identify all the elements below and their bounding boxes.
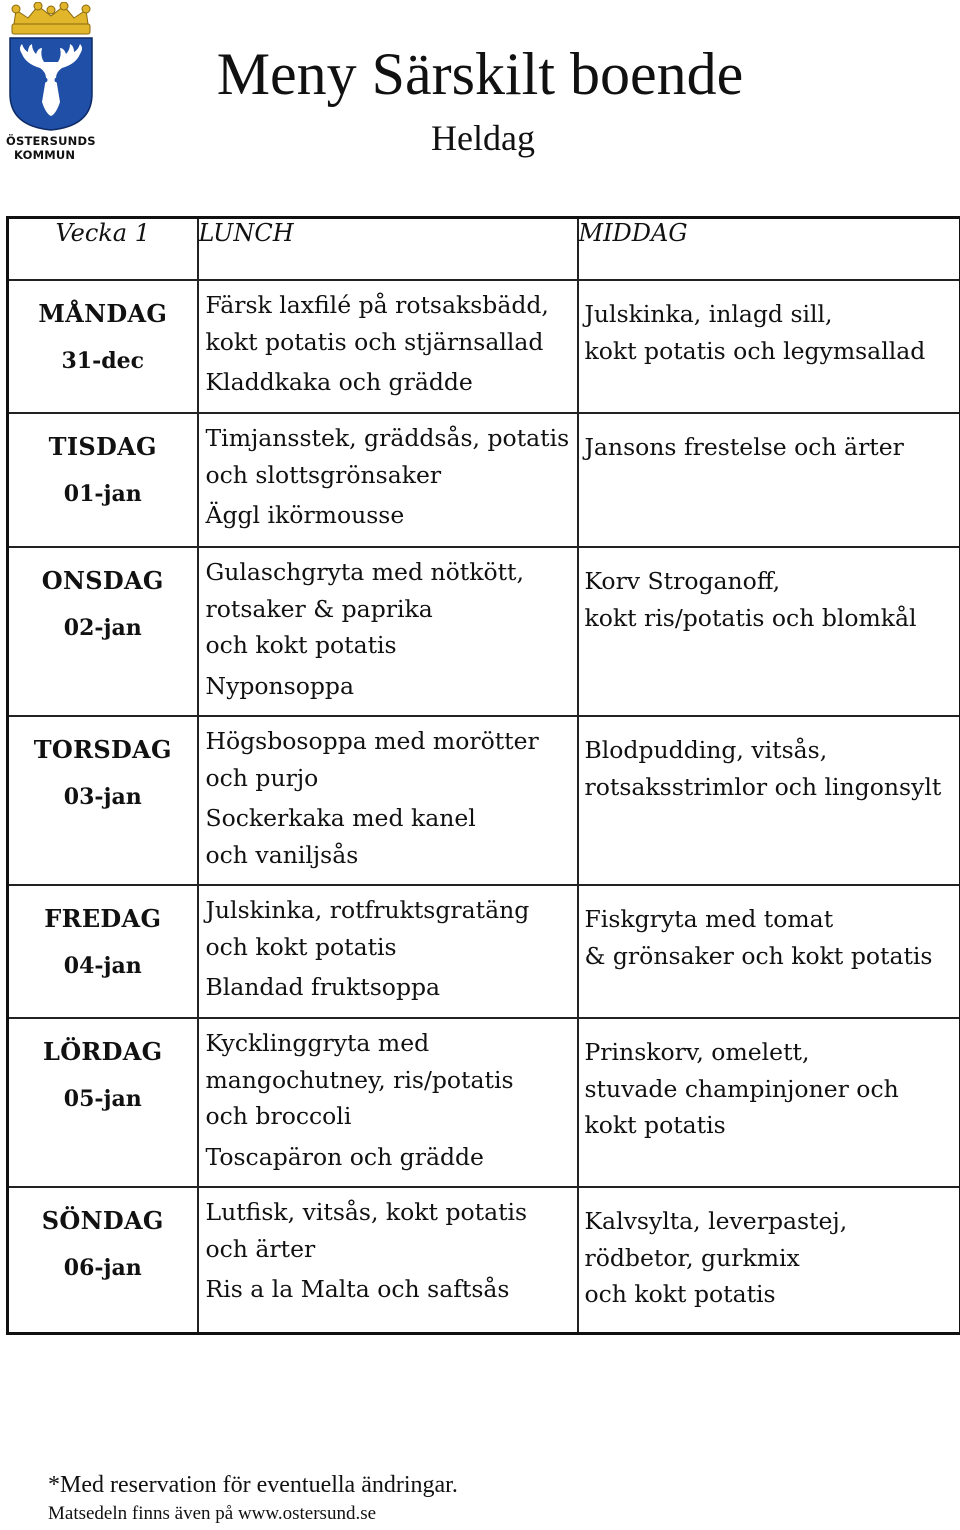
day-name: FREDAG — [44, 904, 162, 933]
column-header-lunch: LUNCH — [198, 218, 578, 281]
day-name: MÅNDAG — [38, 299, 168, 328]
column-header-dinner: MIDDAG — [578, 218, 960, 281]
lunch-dish: Gulaschgryta med nötkött, rotsaker & paprika och kokt potatis — [205, 558, 524, 659]
dinner-dish: Julskinka, inlagd sill, kokt potatis och legymsallad — [584, 300, 926, 365]
day-date: 05-jan — [63, 1086, 142, 1112]
lunch-dessert: Toscapäron och grädde — [205, 1142, 484, 1171]
day-name: ONSDAG — [41, 566, 164, 595]
dinner-dish: Fiskgryta med tomat & grönsaker och kokt potatis — [584, 905, 933, 970]
day-name: TISDAG — [48, 432, 157, 461]
lunch-dish: Timjansstek, gräddsås, potatis och slottsgrönsaker — [205, 424, 570, 489]
table-row — [8, 1018, 960, 1187]
lunch-dessert: Blandad fruktsoppa — [205, 973, 441, 1001]
day-date: 03-jan — [63, 784, 142, 810]
lunch-cell — [198, 280, 578, 413]
dinner-dish: Jansons frestelse och ärter — [584, 433, 904, 461]
dinner-cell — [578, 413, 960, 547]
dinner-dish: Kalvsylta, leverpastej, rödbetor, gurkmix och kokt potatis — [584, 1207, 848, 1308]
day-date: 06-jan — [63, 1255, 142, 1281]
lunch-cell — [198, 413, 578, 547]
table-row — [8, 547, 960, 716]
day-date: 04-jan — [63, 953, 142, 979]
lunch-dessert: Kladdkaka och grädde — [205, 368, 473, 396]
lunch-dish: Lutfisk, vitsås, kokt potatis och ärter — [205, 1198, 528, 1263]
column-header-week: Vecka 1 — [8, 218, 198, 281]
dinner-cell — [578, 547, 960, 716]
dinner-dish: Korv Stroganoff, kokt ris/potatis och blomkål — [584, 567, 917, 632]
dinner-dish: Blodpudding, vitsås, rotsaksstrimlor och lingonsylt — [584, 736, 942, 801]
table-row — [8, 413, 960, 547]
day-date: 01-jan — [63, 481, 142, 507]
day-cell — [8, 716, 198, 885]
table-row — [8, 1187, 960, 1333]
website-note: Matsedeln finns även på www.ostersund.se — [48, 1503, 377, 1524]
dinner-cell — [578, 1187, 960, 1333]
day-cell — [8, 413, 198, 547]
lunch-cell — [198, 885, 578, 1018]
menu-table — [6, 216, 960, 1335]
logo-line2: KOMMUN — [14, 148, 76, 162]
lunch-dish: Julskinka, rotfruktsgratäng och kokt potatis — [205, 896, 530, 961]
logo-line1: ÖSTERSUNDS — [6, 134, 96, 148]
lunch-dish: Kycklinggryta med mangochutney, ris/potatis och broccoli — [205, 1029, 514, 1130]
dinner-cell — [578, 1018, 960, 1187]
lunch-dessert: Äggl ikörmousse — [205, 501, 405, 529]
day-name: TORSDAG — [33, 735, 172, 764]
day-date: 31-dec — [61, 348, 145, 374]
dinner-cell — [578, 280, 960, 413]
page-title: Meny Särskilt boende — [216, 41, 744, 107]
lunch-cell — [198, 547, 578, 716]
lunch-dish: Högsbosoppa med morötter och purjo — [205, 727, 539, 792]
lunch-cell — [198, 1018, 578, 1187]
day-cell — [8, 547, 198, 716]
lunch-dessert: Nyponsoppa — [205, 671, 354, 700]
day-cell — [8, 885, 198, 1018]
table-row — [8, 716, 960, 885]
day-name: LÖRDAG — [43, 1037, 163, 1066]
table-row — [8, 280, 960, 413]
reservation-note: *Med reservation för eventuella ändringar. — [48, 1472, 458, 1498]
lunch-dessert: Ris a la Malta och saftsås — [205, 1275, 510, 1303]
dinner-cell — [578, 885, 960, 1018]
table-header-row — [8, 218, 960, 281]
day-name: SÖNDAG — [41, 1206, 164, 1235]
dinner-cell — [578, 716, 960, 885]
table-row — [8, 885, 960, 1018]
dinner-dish: Prinskorv, omelett, stuvade champinjoner och kokt potatis — [584, 1038, 899, 1139]
day-cell — [8, 1187, 198, 1333]
day-cell — [8, 280, 198, 413]
lunch-cell — [198, 716, 578, 885]
day-date: 02-jan — [63, 615, 142, 641]
lunch-dish: Färsk laxfilé på rotsaksbädd, kokt potatis och stjärnsallad — [205, 291, 549, 356]
lunch-dessert: Sockerkaka med kanel och vaniljsås — [205, 804, 476, 869]
lunch-cell — [198, 1187, 578, 1333]
day-cell — [8, 1018, 198, 1187]
page-subtitle: Heldag — [431, 118, 535, 158]
